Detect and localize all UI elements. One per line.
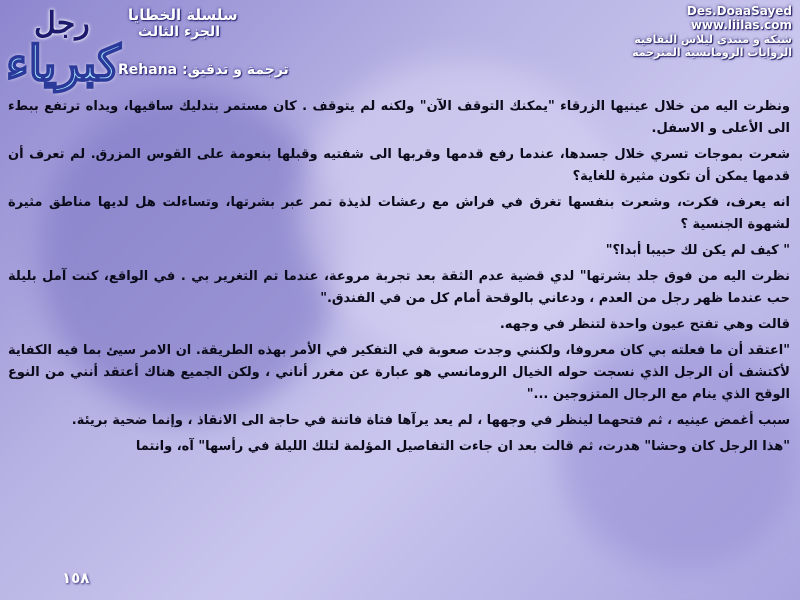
site-author: Des.DoaaSayed xyxy=(686,4,792,18)
paragraph: انه يعرف، فكرت، وشعرت بنفسها تغرق في فراش مع رعشات لذيذة تمر عبر بشرتها، وتساءلت هل لديها مناطق مثيرة لشهوة الجنسية ؟ xyxy=(8,195,790,232)
paragraph: قالت وهي تفتح عيون واحدة لتنظر في وجهه. xyxy=(499,317,790,332)
part-label: الجزء الثالث xyxy=(138,24,220,40)
logo-title-top: رجل xyxy=(34,6,90,41)
paragraph: ونظرت اليه من خلال عينيها الزرقاء "يمكنك التوقف الآن" ولكنه لم يتوقف . كان مستمر بتدليك ساقيها، ويداه ترتفع ببطء الى الأعلى و الاسفل. xyxy=(8,99,790,136)
site-url: www.liilas.com xyxy=(690,18,792,32)
paragraph: "هذا الرجل كان وحشا" هدرت، ثم قالت بعد ان جاءت التفاصيل المؤلمة لتلك الليلة في رأسها" آه، وانتما xyxy=(135,439,790,454)
paragraph: سبب أغمض عينيه ، ثم فتحهما لينظر في وجهها ، لم يعد يرآها فتاة فاتنة في حاجة الى الانقاذ ، وإنما ضحية بريئة. xyxy=(71,413,790,428)
site-subtitle: الروايات الرومانسية المترجمة xyxy=(632,46,792,59)
series-title: سلسلة الخطايا xyxy=(128,6,238,24)
paragraph: نظرت اليه من فوق جلد بشرتها" لدي قضية عدم الثقة بعد تجربة مروعة، عندما تم التغرير بي . في الواقع، كنت آمل بليلة حب عندما ظهر رجل من العدم ، ودعاني بالوقحة أمام كل من في الفندق." xyxy=(8,269,790,306)
paragraph: شعرت بموجات تسري خلال جسدها، عندما رفع قدمها وقربها الى شفتيه وقبلها بنعومة على القوس المزرق. لم تعرف أن قدمها يمكن أن تكون مثيرة للغاية؟ xyxy=(8,147,790,184)
site-name: شبكة و منتدى ليلاس الثقافية xyxy=(634,33,792,46)
site-watermark xyxy=(622,4,792,59)
paragraph: " كيف لم يكن لك حبيبا أبدا؟" xyxy=(605,243,790,258)
story-text xyxy=(8,96,790,570)
paragraph: "اعتقد أن ما فعلته بي كان معروفا، ولكنني وجدت صعوبة في التفكير في الأمر بهذه الطريقة. ان الامر سيئ بما فيه الكفاية لأكتشف أن الرجل الذي نسجت حوله الخيال الرومانسي هو عبارة عن مغرر أناني ، ولكن الجميع هناك أعتقد أنني من النوع الوقح الذي ينام مع الرجال المتزوجين ..." xyxy=(8,343,790,402)
logo-title-main: كبرياء xyxy=(6,36,121,92)
book-logo xyxy=(4,2,124,94)
page-number: ١٥٨ xyxy=(62,569,90,587)
page-header xyxy=(0,0,800,95)
translation-credits: ترجمة و تدقيق: Rehana xyxy=(118,62,289,78)
